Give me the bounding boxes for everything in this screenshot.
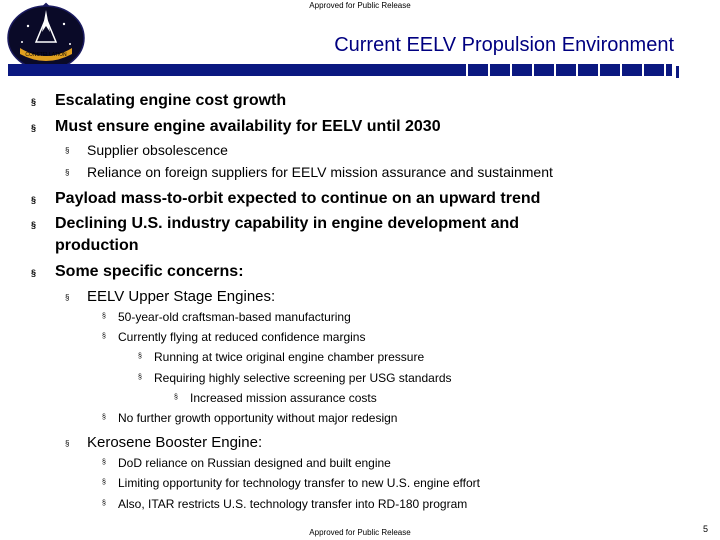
bullet-marker: § <box>31 268 37 278</box>
bullet-marker: § <box>174 394 178 401</box>
list-item <box>65 142 228 158</box>
bullet-marker: § <box>65 146 70 155</box>
bullet-marker: § <box>102 333 106 340</box>
bullet-text: Also, ITAR restricts U.S. technology transfer into RD-180 program <box>118 497 468 511</box>
page-title: Current EELV Propulsion Environment <box>334 34 674 56</box>
bullet-text: Reliance on foreign suppliers for EELV mission assurance and sustainment <box>87 164 553 180</box>
bullet-marker: § <box>31 97 37 107</box>
bullet-marker: § <box>138 374 142 381</box>
bullet-text: Limiting opportunity for technology transfer to new U.S. engine effort <box>118 476 480 490</box>
list-item <box>31 92 287 110</box>
bullet-text: Requiring highly selective screening per USG standards <box>154 371 452 385</box>
bullet-marker: § <box>102 414 106 421</box>
bullet-marker: § <box>102 313 106 320</box>
bullet-text: Supplier obsolescence <box>87 142 228 158</box>
list-item <box>65 164 553 180</box>
list-item <box>31 263 244 281</box>
list-item <box>65 288 276 305</box>
bullet-marker: § <box>102 479 106 486</box>
list-item <box>102 497 468 511</box>
list-item <box>31 118 441 136</box>
list-item <box>31 190 541 208</box>
page-number: 5 <box>703 524 709 534</box>
list-item <box>31 215 520 233</box>
list-item <box>65 434 263 451</box>
list-item <box>102 330 366 344</box>
bullet-text: Some specific concerns: <box>55 263 244 280</box>
bullet-text: EELV Upper Stage Engines: <box>87 288 276 305</box>
list-item <box>138 350 425 364</box>
list-item-continuation <box>55 237 139 255</box>
logo-text: CONSTELLATION <box>25 52 67 58</box>
bullet-text: Increased mission assurance costs <box>190 391 377 405</box>
bullet-marker: § <box>65 439 70 448</box>
list-item <box>102 476 480 490</box>
bullet-marker: § <box>102 459 106 466</box>
bullet-marker: § <box>65 168 70 177</box>
top-release-marking: Approved for Public Release <box>309 1 411 10</box>
bullet-marker: § <box>31 195 37 205</box>
bullet-text: Declining U.S. industry capability in engine development and <box>55 215 520 232</box>
bullet-marker: § <box>65 293 70 302</box>
bullet-marker: § <box>31 123 37 133</box>
bullet-text: Escalating engine cost growth <box>55 92 287 109</box>
bottom-release-marking: Approved for Public Release <box>309 528 411 537</box>
list-item <box>102 411 398 425</box>
bullet-text: production <box>55 237 139 254</box>
bullet-text: 50-year-old craftsman-based manufacturing <box>118 310 351 324</box>
bullet-marker: § <box>31 220 37 230</box>
list-item <box>102 456 391 470</box>
bullet-text: DoD reliance on Russian designed and built engine <box>118 456 391 470</box>
bullet-text: Running at twice original engine chamber pressure <box>154 350 425 364</box>
bullet-text: Currently flying at reduced confidence margins <box>118 330 366 344</box>
title-rule-end <box>676 66 679 78</box>
bullet-text: Kerosene Booster Engine: <box>87 434 263 451</box>
bullet-marker: § <box>102 500 106 507</box>
bullet-text: Payload mass-to-orbit expected to continue on an upward trend <box>55 190 541 207</box>
list-item <box>174 391 377 405</box>
bullet-text: Must ensure engine availability for EELV until 2030 <box>55 118 441 135</box>
bullet-text: No further growth opportunity without major redesign <box>118 411 398 425</box>
list-item <box>102 310 351 324</box>
title-rule-ticks <box>464 64 678 78</box>
list-item <box>138 371 452 385</box>
bullet-marker: § <box>138 353 142 360</box>
